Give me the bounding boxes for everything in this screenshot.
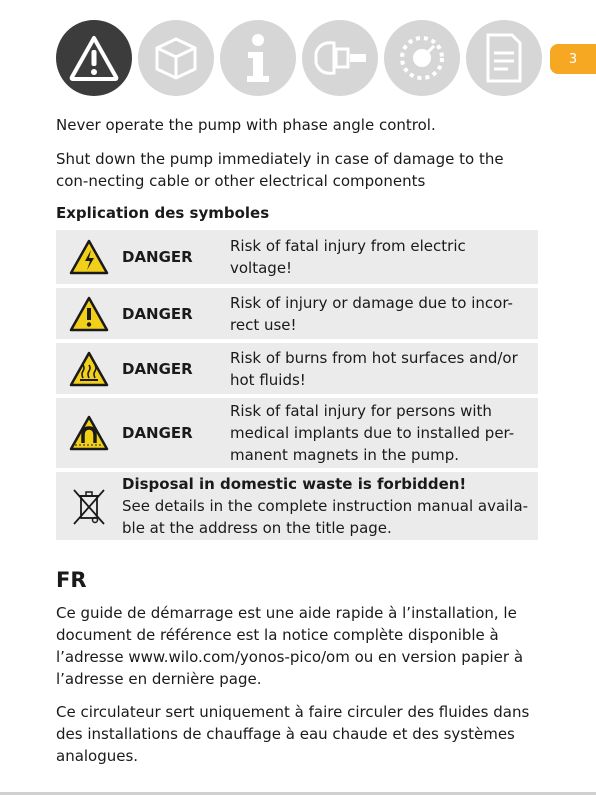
disposal-title: Disposal in domestic waste is forbidden! (122, 475, 467, 493)
electric-voltage-warning-icon (56, 239, 122, 275)
symbol-row-magnet (56, 398, 538, 468)
document-icon (466, 20, 542, 96)
magnet-warning-icon (56, 415, 122, 451)
symbol-text: Risk of fatal injury for persons with medical implants due to installed per-manent magnets in the pump. (230, 402, 515, 464)
fr-paragraph-1: Ce guide de démarrage est une aide rapide à l’installation, le document de référence est la notice complète disponible à l’adresse www.wilo.com/yonos-pico/om ou en version papier à l’adresse en dernière page. (56, 604, 524, 688)
intro-paragraph-1: Never operate the pump with phase angle control. (56, 116, 436, 134)
disposal-text-block (122, 473, 538, 539)
warning-icon (56, 20, 132, 96)
symbol-row-disposal (56, 472, 538, 540)
symbol-label: DANGER (122, 304, 193, 323)
page-number-tab (550, 44, 596, 74)
symbol-label: DANGER (122, 359, 193, 378)
symbol-row-electric (56, 230, 538, 284)
disposal-text: See details in the complete instruction manual availa-ble at the address on the title page. (122, 497, 529, 537)
info-icon (220, 20, 296, 96)
crossed-bin-icon (56, 486, 122, 526)
hot-surface-warning-icon (56, 351, 122, 387)
page-number: 3 (568, 51, 578, 67)
dial-icon (384, 20, 460, 96)
symbol-text: Risk of burns from hot surfaces and/or hot fluids! (230, 348, 518, 389)
symbol-label: DANGER (122, 248, 193, 266)
box-icon (138, 20, 214, 96)
symbol-text: Risk of injury or damage due to incor-rect use! (230, 293, 513, 334)
section-heading-fr: FR (56, 568, 87, 592)
symbols-table (56, 230, 538, 544)
symbol-label: DANGER (122, 424, 193, 442)
symbol-row-general (56, 288, 538, 339)
symbol-row-hot-surface (56, 343, 538, 394)
intro-paragraph-2: Shut down the pump immediately in case of damage to the con-necting cable or other electrical components (56, 150, 504, 190)
pump-connection-icon (302, 20, 378, 96)
fr-paragraph-2: Ce circulateur sert uniquement à faire circuler des fluides dans des installations de chauffage à eau chaude et des systèmes analogues. (56, 703, 530, 765)
symbols-heading: Explication des symboles (56, 204, 270, 222)
symbol-text: Risk of fatal injury from electric voltage! (230, 237, 466, 277)
general-warning-icon (56, 296, 122, 332)
